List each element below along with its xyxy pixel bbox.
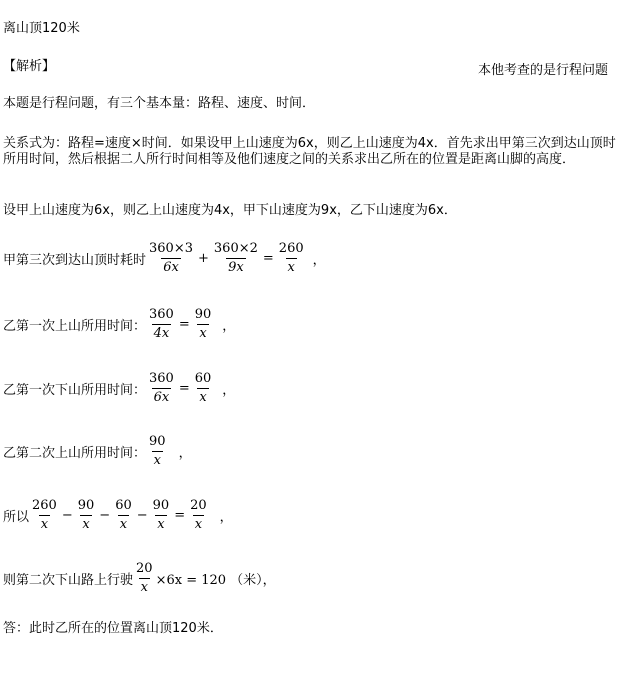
step-2-line: [3, 296, 235, 352]
denominator: x: [140, 579, 148, 595]
fraction: [147, 434, 168, 469]
comma: ，: [219, 509, 233, 525]
assume-text: 设甲上山速度为6x，则乙上山速度为4x，甲下山速度为9x，乙下山速度为6x．: [3, 203, 457, 218]
step-2-prefix: 乙第一次上山所用时间：: [3, 318, 147, 334]
comma: ，: [222, 382, 236, 398]
numerator: 60: [194, 370, 212, 386]
denominator: x: [199, 325, 207, 341]
denominator: x: [82, 516, 90, 532]
equals-sign: =: [178, 316, 190, 332]
fraction: [147, 307, 176, 342]
equals-sign: =: [178, 380, 190, 396]
numerator: 360: [149, 370, 174, 386]
numerator: 360×2: [213, 240, 258, 256]
step-3-line: [3, 360, 235, 416]
fraction: [30, 498, 59, 533]
plus-sign: +: [198, 250, 209, 266]
numerator: 90: [152, 497, 170, 513]
numerator: 260: [278, 240, 304, 256]
fraction: [188, 498, 209, 533]
step-5-line: [3, 487, 233, 543]
denominator: x: [40, 516, 49, 532]
fraction: [151, 498, 172, 533]
fraction: [113, 498, 134, 533]
comma: ，: [312, 252, 326, 268]
step-4-prefix: 乙第二次上山所用时间：: [3, 445, 147, 461]
step-1-line: [3, 230, 326, 286]
denominator: x: [119, 516, 128, 532]
denominator: x: [157, 516, 165, 532]
minus-sign: −: [136, 507, 148, 523]
denominator: 9x: [228, 259, 244, 275]
numerator: 90: [77, 497, 95, 513]
step-6-prefix: 则第二次下山路上行驶: [3, 572, 134, 588]
numerator: 360: [149, 306, 174, 322]
intro-text: 本题是行程问题，有三个基本量：路程、速度、时间．: [3, 96, 316, 111]
answer-header: 离山顶120米: [3, 21, 80, 36]
final-answer: 答：此时乙所在的位置离山顶120米．: [3, 621, 223, 636]
relation-text: 关系式为：路程=速度×时间．如果设甲上山速度为6x，则乙上山速度为4x．首先求出甲第三次到达山顶时所用时间，然后根据二人所行时间相等及他们速度之间的关系求出乙所在的位置是距离山脚的高度．: [3, 136, 616, 167]
fraction: [147, 371, 176, 406]
denominator: 6x: [153, 389, 170, 405]
comma: ，: [178, 445, 192, 461]
minus-sign: −: [61, 507, 73, 523]
denominator: x: [194, 516, 203, 532]
fraction: [193, 307, 214, 342]
step-3-prefix: 乙第一次下山所用时间：: [3, 382, 147, 398]
numerator: 20: [190, 497, 207, 513]
fraction: [147, 241, 195, 276]
fraction: [76, 498, 97, 533]
denominator: x: [153, 452, 161, 468]
analysis-note: 本他考查的是行程问题: [477, 63, 608, 78]
comma: ，: [222, 318, 236, 334]
step-1-prefix: 甲第三次到达山顶时耗时: [3, 252, 147, 268]
minus-sign: −: [99, 507, 111, 523]
numerator: 260: [32, 497, 57, 513]
numerator: 60: [115, 497, 132, 513]
equals-sign: =: [174, 507, 186, 523]
fraction: [134, 561, 155, 596]
step-6-rest: ×6x = 120 （米），: [155, 572, 276, 588]
denominator: x: [287, 259, 295, 275]
numerator: 20: [136, 560, 153, 576]
step-6-line: [3, 550, 276, 606]
numerator: 90: [194, 306, 212, 322]
fraction: [212, 241, 260, 276]
step-5-prefix: 所以: [3, 509, 30, 525]
numerator: 90: [149, 433, 166, 449]
fraction: [277, 241, 306, 276]
equals-sign: =: [262, 250, 274, 266]
denominator: 4x: [153, 325, 170, 341]
numerator: 360×3: [149, 240, 193, 256]
denominator: 6x: [163, 259, 179, 275]
analysis-label: 【解析】: [3, 59, 56, 74]
step-4-line: [3, 423, 192, 479]
fraction: [193, 371, 214, 406]
denominator: x: [199, 389, 207, 405]
